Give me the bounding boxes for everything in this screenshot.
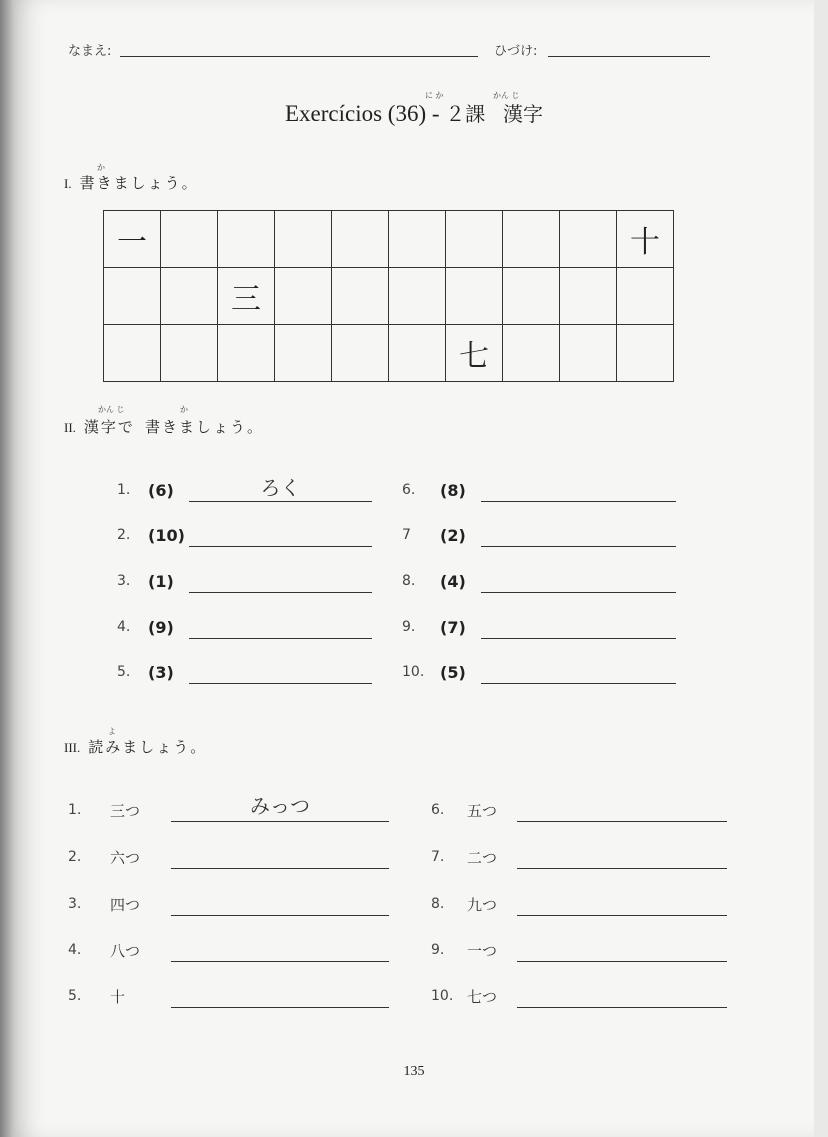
grid-cell[interactable] (446, 268, 503, 325)
item-kanji: 十 (110, 988, 126, 1006)
answer-line[interactable] (517, 915, 727, 916)
grid-row (104, 268, 674, 325)
item-value: (8) (440, 481, 466, 500)
grid-cell[interactable] (503, 211, 560, 268)
item-number: 10. (431, 988, 454, 1004)
kanji-writing-grid (103, 210, 674, 382)
name-label: なまえ: (68, 44, 112, 59)
grid-cell[interactable]: 七 (446, 325, 503, 382)
item-number: 4. (68, 942, 82, 958)
grid-cell[interactable] (332, 211, 389, 268)
grid-cell[interactable] (161, 268, 218, 325)
grid-row (104, 325, 674, 382)
item-value: (1) (148, 572, 174, 591)
book-binding (0, 0, 14, 1137)
section2-ruby-b: か (180, 405, 188, 414)
item-value: (3) (148, 663, 174, 682)
section2-instruction-a: 漢字で (83, 418, 135, 436)
item-number: 8. (402, 573, 416, 589)
answer-line[interactable] (481, 683, 676, 684)
grid-cell[interactable] (332, 325, 389, 382)
section3-heading (64, 736, 207, 757)
grid-cell[interactable] (332, 268, 389, 325)
answer-line[interactable] (171, 915, 389, 916)
grid-cell[interactable] (503, 268, 560, 325)
item-value: (10) (148, 526, 185, 545)
answer-line[interactable] (189, 546, 372, 547)
answer-line[interactable] (517, 1007, 727, 1008)
title-kanji-ruby: かん じ (493, 91, 520, 100)
item-kanji: 二つ (467, 849, 498, 867)
answer-line[interactable] (517, 961, 727, 962)
answer-line[interactable] (189, 501, 372, 502)
grid-cell[interactable] (161, 325, 218, 382)
item-number: 9. (431, 942, 445, 958)
answer-line[interactable] (481, 546, 676, 547)
section3-numeral: III. (64, 740, 81, 755)
title-lesson: ２課 (445, 102, 486, 126)
answer-line[interactable] (189, 683, 372, 684)
item-number: 2. (117, 527, 131, 543)
item-number: 9. (402, 619, 416, 635)
item-number: 5. (117, 664, 131, 680)
grid-cell[interactable] (104, 268, 161, 325)
grid-cell[interactable] (503, 325, 560, 382)
grid-cell[interactable] (560, 211, 617, 268)
page-number: 135 (403, 1064, 425, 1079)
worksheet-page (14, 0, 814, 1137)
item-kanji: 九つ (467, 896, 498, 914)
item-value: (2) (440, 526, 466, 545)
grid-cell[interactable] (275, 211, 332, 268)
answer-line[interactable] (171, 1007, 389, 1008)
answer-line[interactable] (171, 961, 389, 962)
item-number: 4. (117, 619, 131, 635)
item-number: 2. (68, 849, 82, 865)
item-number: 5. (68, 988, 82, 1004)
title-lesson-ruby: に か (425, 91, 444, 100)
item-value: (4) (440, 572, 466, 591)
item-value: (5) (440, 663, 466, 682)
title-main: Exercícios (36) - (284, 101, 440, 126)
grid-cell[interactable] (560, 325, 617, 382)
item-kanji: 三つ (110, 802, 141, 820)
answer-line[interactable] (517, 821, 727, 822)
answer-line[interactable] (171, 821, 389, 822)
item-kanji: 七つ (467, 988, 498, 1006)
item-number: 3. (68, 896, 82, 912)
grid-cell[interactable] (275, 268, 332, 325)
grid-cell[interactable]: 一 (104, 211, 161, 268)
section2-instruction-b: 書きましょう。 (144, 418, 264, 436)
title-kanji: 漢字 (503, 102, 544, 126)
item-value: (9) (148, 618, 174, 637)
item-value: (7) (440, 618, 466, 637)
answer-line[interactable] (171, 868, 389, 869)
section2-heading (64, 416, 264, 437)
section1-numeral: I. (64, 176, 72, 191)
section3-ruby: よ (108, 727, 116, 736)
item-number: 10. (402, 664, 425, 680)
grid-cell[interactable]: 三 (218, 268, 275, 325)
item-value: (6) (148, 481, 174, 500)
item-number: 8. (431, 896, 445, 912)
item-kanji: 八つ (110, 942, 141, 960)
grid-cell[interactable] (104, 325, 161, 382)
grid-cell[interactable] (389, 211, 446, 268)
grid-cell[interactable] (218, 211, 275, 268)
item-answer: みっつ (250, 794, 310, 818)
answer-line[interactable] (481, 501, 676, 502)
page-title (0, 98, 828, 127)
answer-line[interactable] (517, 868, 727, 869)
grid-cell[interactable] (218, 325, 275, 382)
item-number: 6. (402, 482, 416, 498)
answer-line[interactable] (481, 592, 676, 593)
item-number: 3. (117, 573, 131, 589)
item-kanji: 五つ (467, 802, 498, 820)
grid-cell[interactable] (617, 325, 674, 382)
item-kanji: 一つ (467, 942, 498, 960)
answer-line[interactable] (481, 638, 676, 639)
item-answer: ろく (260, 476, 301, 500)
section1-ruby: か (97, 163, 105, 172)
answer-line[interactable] (189, 592, 372, 593)
item-number: 7 (402, 527, 411, 543)
item-number: 6. (431, 802, 445, 818)
name-field-line[interactable] (120, 56, 478, 57)
item-kanji: 六つ (110, 849, 141, 867)
grid-row (104, 211, 674, 268)
date-label: ひづけ: (494, 44, 538, 59)
grid-cell[interactable] (389, 325, 446, 382)
grid-cell[interactable] (389, 268, 446, 325)
item-number: 1. (68, 802, 82, 818)
grid-cell[interactable] (617, 268, 674, 325)
grid-cell[interactable]: 十 (617, 211, 674, 268)
section3-instruction: 読みましょう。 (88, 738, 208, 756)
grid-cell[interactable] (560, 268, 617, 325)
item-kanji: 四つ (110, 896, 141, 914)
section1-heading (64, 172, 199, 193)
date-field-line[interactable] (548, 56, 710, 57)
answer-line[interactable] (189, 638, 372, 639)
grid-cell[interactable] (161, 211, 218, 268)
section2-ruby-a: かん じ (98, 405, 125, 414)
section1-instruction: 書きましょう。 (79, 174, 199, 192)
grid-cell[interactable] (446, 211, 503, 268)
item-number: 7. (431, 849, 445, 865)
item-number: 1. (117, 482, 131, 498)
section2-numeral: II. (64, 420, 76, 435)
grid-cell[interactable] (275, 325, 332, 382)
